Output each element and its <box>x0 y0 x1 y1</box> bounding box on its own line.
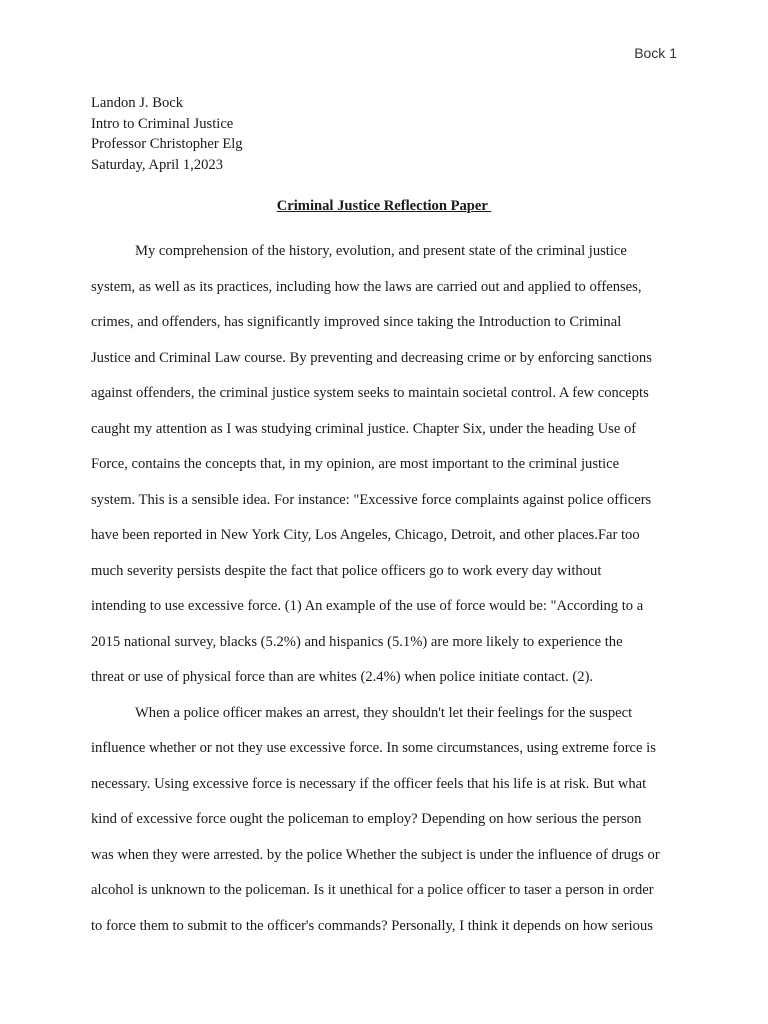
paper-title-text: Criminal Justice Reflection Paper <box>276 198 492 214</box>
paragraph-line: much severity persists despite the fact that police officers go to work every day without <box>91 562 602 579</box>
paragraph-line: influence whether or not they use excessive force. In some circumstances, using extreme force is <box>91 740 656 756</box>
author-name: Landon J. Bock <box>91 95 184 111</box>
paragraph-line: necessary. Using excessive force is necessary if the officer feels that his life is at risk. But what <box>91 775 647 792</box>
professor-name: Professor Christopher Elg <box>91 136 243 152</box>
paragraph-line: alcohol is unknown to the policeman. Is it unethical for a police officer to taser a person in order <box>91 882 654 898</box>
paper-title <box>0 196 768 216</box>
paragraph-line: caught my attention as I was studying criminal justice. Chapter Six, under the heading Use of <box>91 420 637 437</box>
paragraph-line: 2015 national survey, blacks (5.2%) and hispanics (5.1%) are more likely to experience the <box>91 633 623 650</box>
course-name: Intro to Criminal Justice <box>91 115 234 132</box>
paragraph-line: My comprehension of the history, evolution, and present state of the criminal justice <box>135 243 627 259</box>
paragraph-line: to force them to submit to the officer's commands? Personally, I think it depends on how serious <box>91 917 653 934</box>
paragraph-line: threat or use of physical force than are whites (2.4%) when police initiate contact. (2). <box>91 669 594 685</box>
paragraph-line: was when they were arrested. by the police Whether the subject is under the influence of drugs or <box>91 846 660 863</box>
paper-date: Saturday, April 1,2023 <box>91 156 224 173</box>
paragraph-line: When a police officer makes an arrest, they shouldn't let their feelings for the suspect <box>135 704 633 721</box>
running-head-page-number: Bock 1 <box>634 45 677 61</box>
paragraph-line: crimes, and offenders, has significantly improved since taking the Introduction to Criminal <box>91 314 622 330</box>
paragraph-line: Force, contains the concepts that, in my opinion, are most important to the criminal justice <box>91 456 620 472</box>
paragraph-line: intending to use excessive force. (1) An example of the use of force would be: "According to a <box>91 598 644 614</box>
header-block <box>91 93 243 175</box>
paragraph-line: system. This is a sensible idea. For instance: "Excessive force complaints against police officers <box>91 491 652 508</box>
paragraph-line: system, as well as its practices, including how the laws are carried out and applied to offenses, <box>91 278 642 295</box>
paragraph-line: against offenders, the criminal justice system seeks to maintain societal control. A few concepts <box>91 385 649 401</box>
paragraph-line: have been reported in New York City, Los Angeles, Chicago, Detroit, and other places.Far too <box>91 527 640 543</box>
paragraph-line: kind of excessive force ought the policeman to employ? Depending on how serious the person <box>91 811 642 827</box>
paragraph-line: Justice and Criminal Law course. By preventing and decreasing crime or by enforcing sanctions <box>91 349 652 366</box>
body-text <box>91 234 691 944</box>
